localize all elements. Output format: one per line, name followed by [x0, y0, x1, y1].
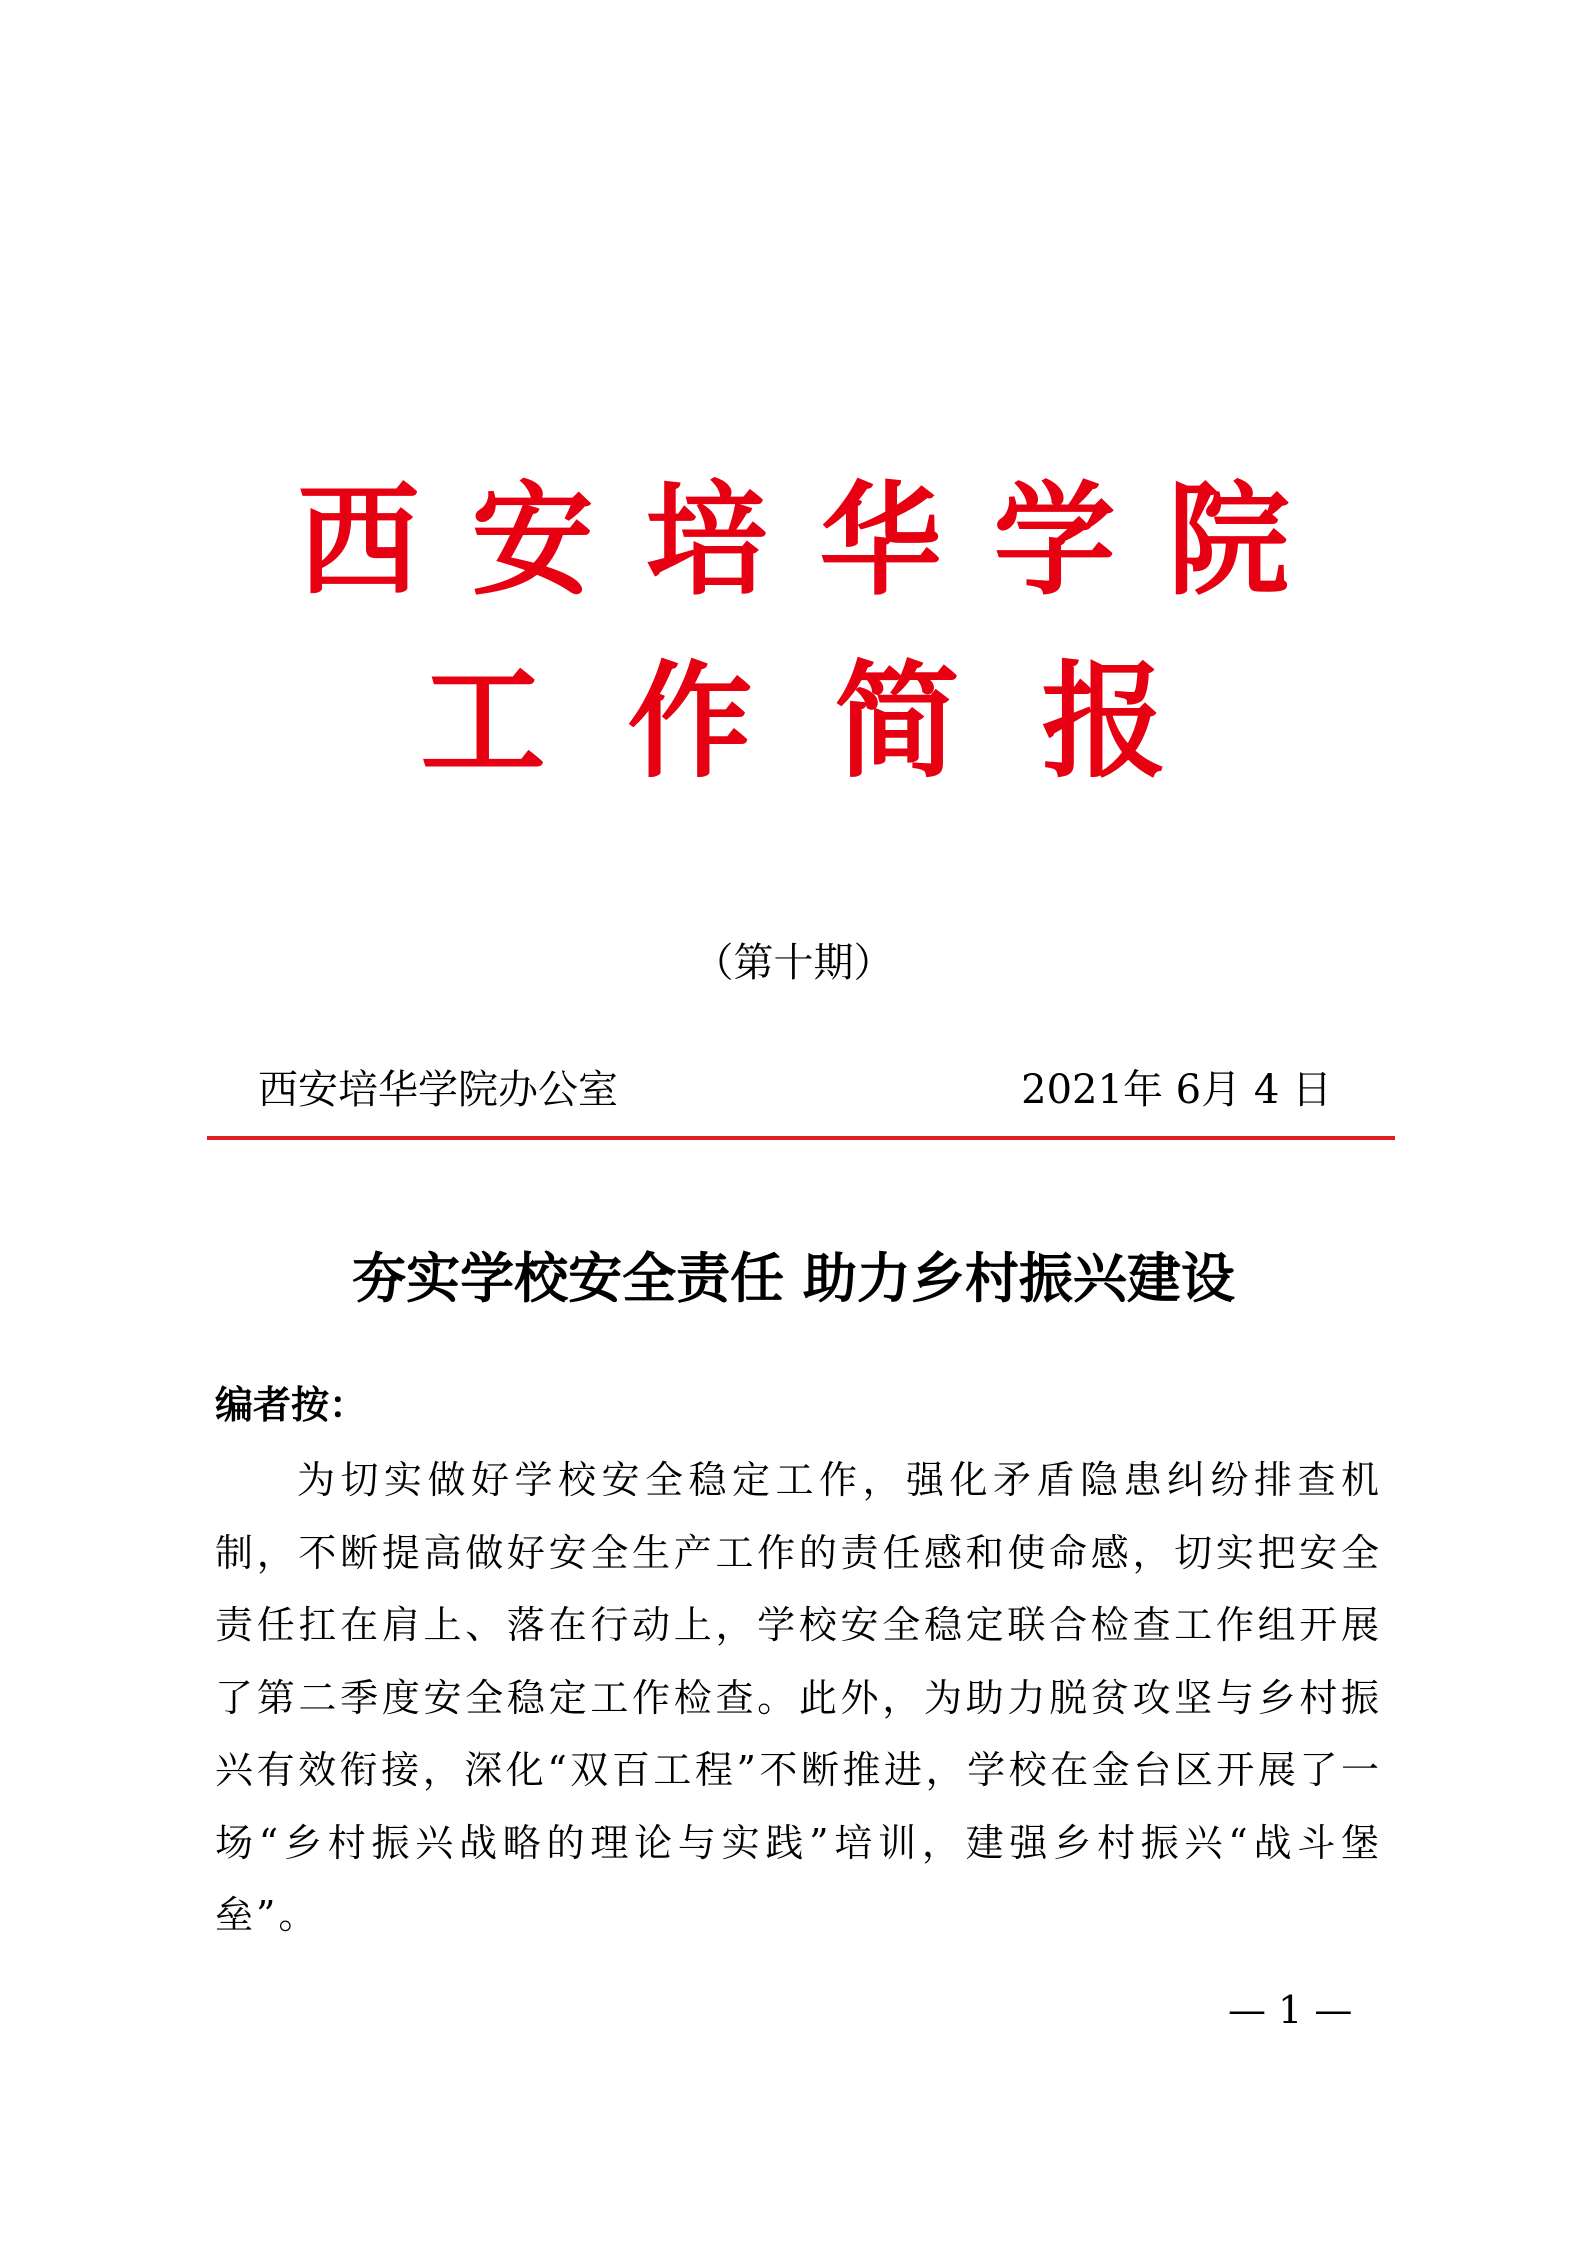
page-number: — 1 — [1228, 1988, 1353, 2032]
editor-note-label: 编者按： [215, 1382, 368, 1427]
issue-date: 2021年 6月 4 日 [1021, 1067, 1332, 1113]
issue-number: （第十期） [693, 940, 894, 986]
article-title: 夯实学校安全责任 助力乡村振兴建设 [352, 1246, 1235, 1310]
doc-type-title: 工作简报 [420, 649, 1249, 795]
org-title: 西安培华学院 [297, 468, 1342, 612]
red-divider-line [207, 1136, 1395, 1140]
editor-note-paragraph: 为切实做好学校安全稳定工作，强化矛盾隐患纠纷排查机制，不断提高做好安全生产工作的责任感和使命感，切实把安全责任扛在肩上、落在行动上，学校安全稳定联合检查工作组开展了第二季度安全稳定工作检查。此外，为助力脱贫攻坚与乡村振兴有效衔接，深化“双百工程”不断推进，学校在金台区开展了一场“乡村振兴战略的理论与实践”培训，建强乡村振兴“战斗堡垒”。 [215, 1458, 1382, 1937]
issuer: 西安培华学院办公室 [258, 1067, 618, 1113]
